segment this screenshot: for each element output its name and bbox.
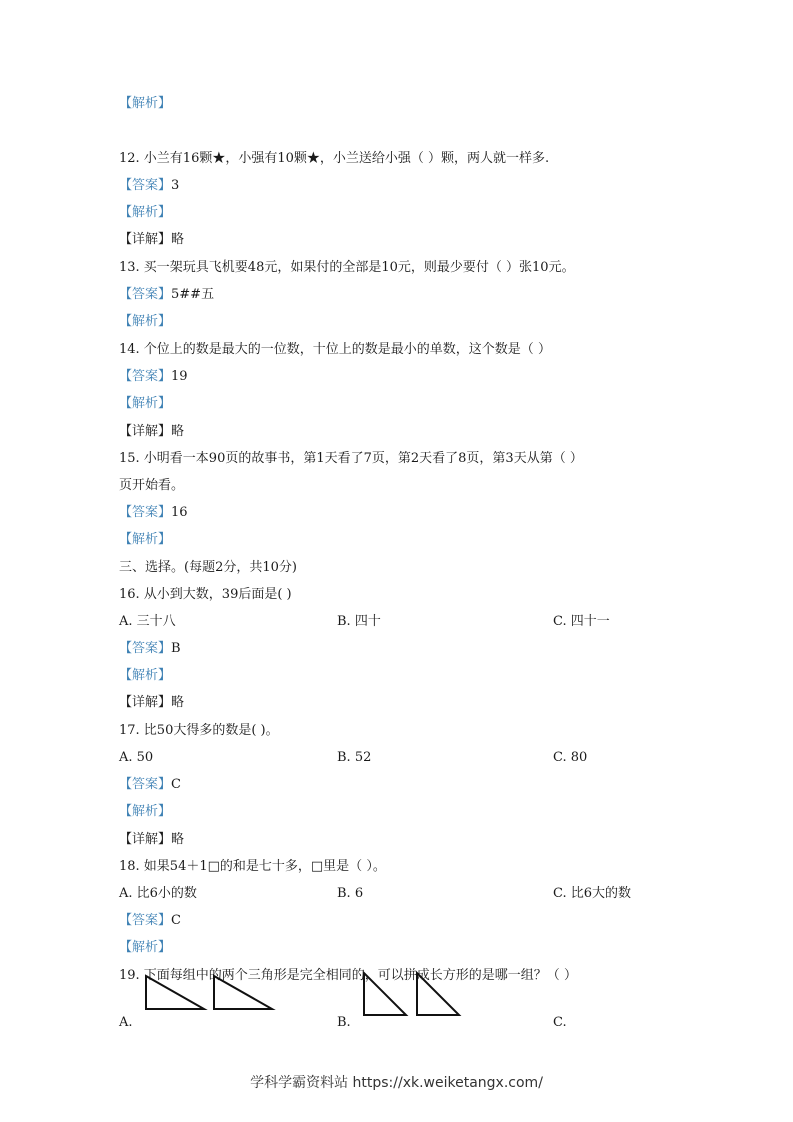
question-15-line2: 页开始看。 [119, 478, 185, 493]
analysis-label: 【解析】 [119, 804, 172, 819]
option-17-b: B. 52 [337, 750, 372, 765]
answer-13: 【答案】5##五 [119, 287, 215, 302]
option-19-a: A. [119, 1015, 133, 1030]
analysis-label: 【解析】 [119, 314, 172, 329]
option-17-a: A. 50 [119, 750, 154, 765]
option-18-b: B. 6 [337, 886, 364, 901]
detail-12: 【详解】略 [119, 232, 185, 247]
answer-17: 【答案】C [119, 777, 181, 792]
answer-16: 【答案】B [119, 641, 181, 656]
answer-12: 【答案】3 [119, 178, 180, 193]
question-16: 16. 从小到大数，39后面是( ) [119, 587, 292, 602]
option-17-c: C. 80 [553, 750, 588, 765]
option-19-b-triangles [362, 972, 462, 1018]
option-19-b: B. [337, 1015, 351, 1030]
right-triangle-icon [146, 976, 204, 1009]
question-19: 19. 下面每组中的两个三角形是完全相同的，可以拼成长方形的是哪一组？（ ） [119, 968, 577, 983]
option-19-a-triangles [144, 975, 274, 1015]
analysis-label: 【解析】 [119, 532, 172, 547]
question-18: 18. 如果54＋1□的和是七十多，□里是（ ）。 [119, 859, 386, 874]
right-triangle-icon [417, 973, 459, 1015]
analysis-label: 【解析】 [119, 668, 172, 683]
question-14: 14. 个位上的数是最大的一位数，十位上的数是最小的单数，这个数是（ ） [119, 342, 551, 357]
question-13: 13. 买一架玩具飞机要48元，如果付的全部是10元，则最少要付（ ）张10元。 [119, 260, 575, 275]
detail-17: 【详解】略 [119, 832, 185, 847]
question-12: 12. 小兰有16颗★，小强有10颗★，小兰送给小强（ ）颗，两人就一样多. [119, 151, 550, 166]
option-18-c: C. 比6大的数 [553, 886, 632, 901]
question-15-line1: 15. 小明看一本90页的故事书，第1天看了7页，第2天看了8页，第3天从第（ ） [119, 451, 583, 466]
option-16-c: C. 四十一 [553, 614, 610, 629]
right-triangle-icon [214, 976, 272, 1009]
option-19-c: C. [553, 1015, 567, 1030]
analysis-label: 【解析】 [119, 940, 172, 955]
option-16-a: A. 三十八 [119, 614, 176, 629]
answer-18: 【答案】C [119, 913, 181, 928]
answer-14: 【答案】19 [119, 369, 188, 384]
detail-14: 【详解】略 [119, 424, 185, 439]
right-triangle-icon [364, 973, 406, 1015]
section-3-heading: 三、选择。(每题2分，共10分) [119, 560, 297, 575]
analysis-label: 【解析】 [119, 396, 172, 411]
analysis-label: 【解析】 [119, 205, 172, 220]
option-18-a: A. 比6小的数 [119, 886, 197, 901]
question-17: 17. 比50大得多的数是( )。 [119, 723, 279, 738]
option-16-b: B. 四十 [337, 614, 381, 629]
detail-16: 【详解】略 [119, 695, 185, 710]
analysis-label: 【解析】 [119, 96, 172, 111]
answer-15: 【答案】16 [119, 505, 188, 520]
page-footer: 学科学霸资料站 https://xk.weiketangx.com/ [250, 1075, 543, 1091]
